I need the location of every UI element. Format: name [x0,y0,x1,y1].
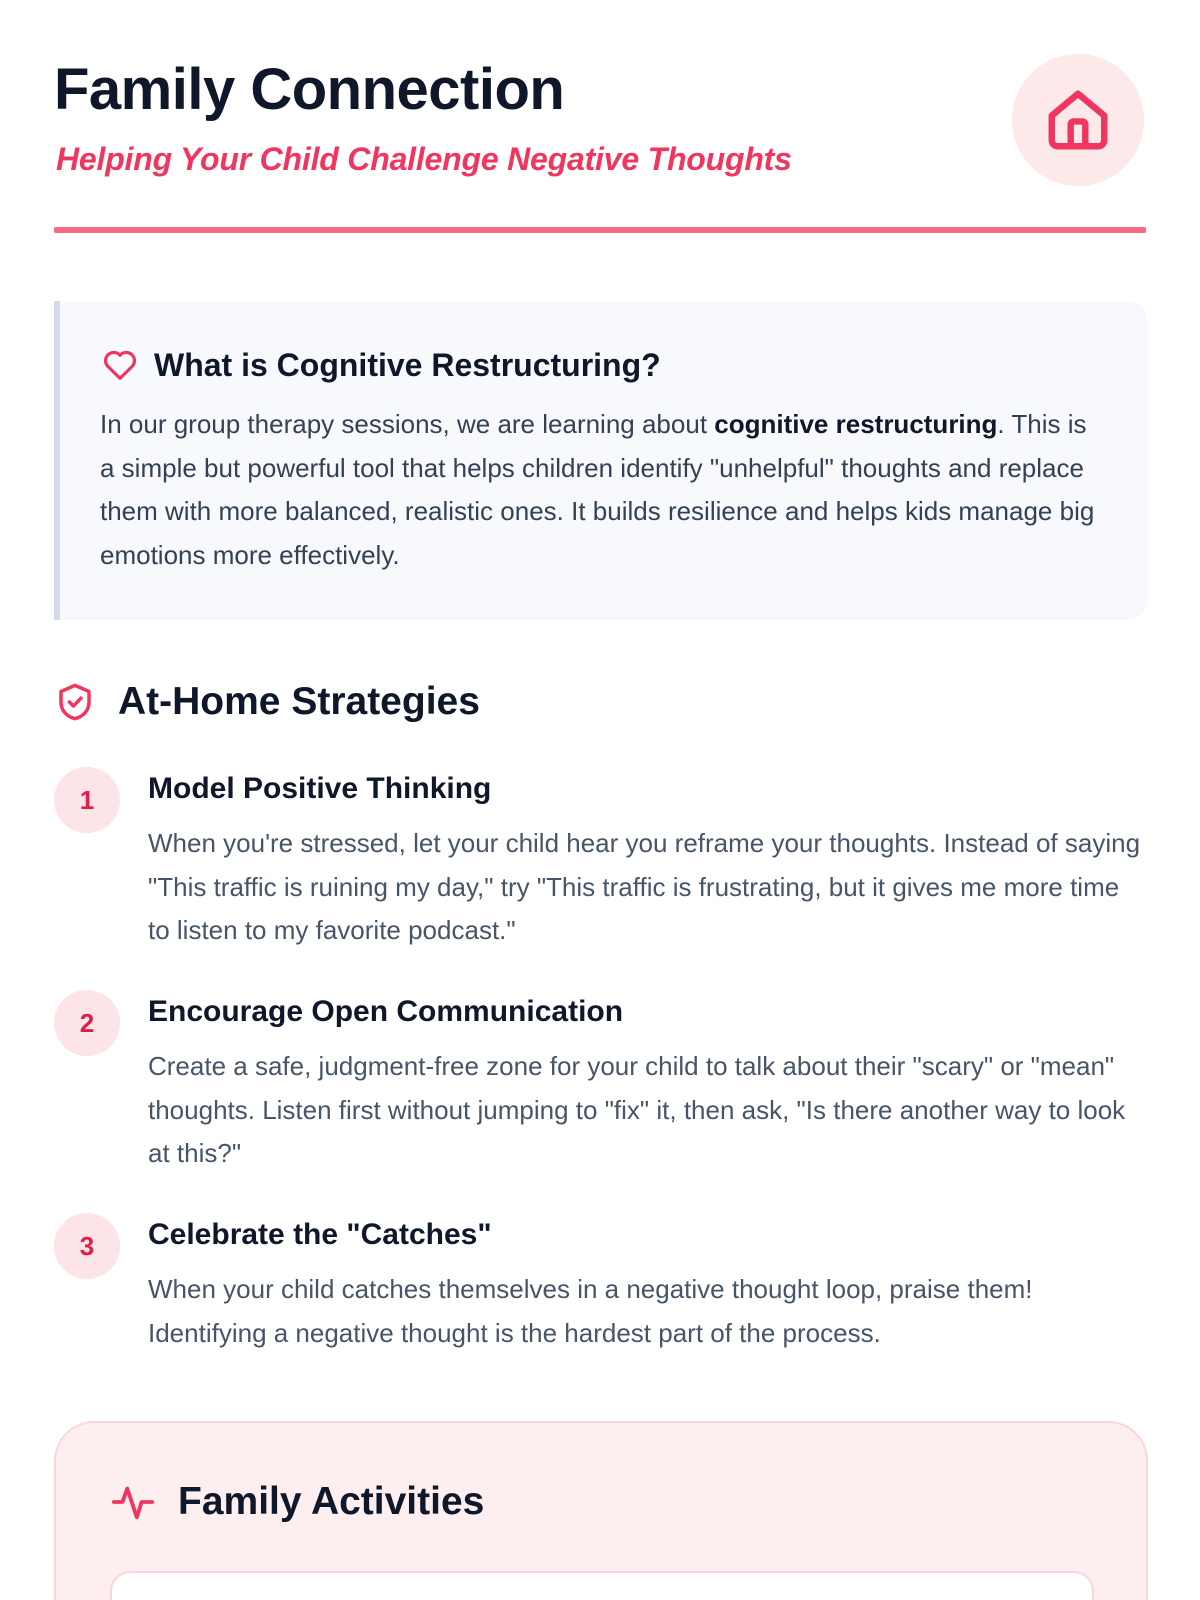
header [54,0,1146,234]
home-badge [1012,54,1144,186]
strategy-number: 3 [54,1213,120,1279]
intro-heading-text: What is Cognitive Restructuring? [154,347,661,383]
shield-check-icon [54,681,96,723]
activities-heading-text: Family Activities [178,1480,485,1523]
strategy-body: When you're stressed, let your child hear you reframe your thoughts. Instead of saying "This traffic is ruining my day," try "This traffic is frustrating, but it gives me more time to listen to my favorite podcast." [148,828,1141,945]
heart-icon [100,345,140,385]
intro-body-bold: cognitive restructuring [714,409,998,439]
intro-heading [100,345,1108,385]
strategies-heading [54,680,480,724]
strategy-title: Encourage Open Communication [148,995,624,1028]
family-activities-section [54,1421,1148,1600]
strategy-number: 1 [54,767,120,833]
intro-card [54,301,1148,620]
home-icon [1043,85,1113,155]
activity-card [110,1571,1094,1600]
intro-body-end: . This is a simple but powerful tool that helps children identify "unhelpful" thoughts and replace them with more balanced, realistic ones. It builds resilience and helps kids manage big emotions more effectively. [100,409,1095,570]
strategy-title: Model Positive Thinking [148,772,492,805]
strategy-number: 2 [54,990,120,1056]
strategies-heading-text: At-Home Strategies [118,680,480,723]
intro-body [100,403,1108,577]
strategy-title: Celebrate the "Catches" [148,1218,492,1251]
activity-pulse-icon [110,1479,156,1525]
page-title: Family Connection [54,57,565,122]
activities-heading [110,1479,484,1525]
intro-body-start: In our group therapy sessions, we are learning about [100,409,715,439]
strategy-body: When your child catches themselves in a negative thought loop, praise them! Identifying a negative thought is the hardest part of the process. [148,1274,1033,1348]
page-subtitle: Helping Your Child Challenge Negative Thoughts [56,141,792,177]
strategy-body: Create a safe, judgment-free zone for your child to talk about their "scary" or "mean" thoughts. Listen first without jumping to "fix" it, then ask, "Is there another way to look at this?" [148,1051,1126,1168]
header-divider [54,227,1146,233]
